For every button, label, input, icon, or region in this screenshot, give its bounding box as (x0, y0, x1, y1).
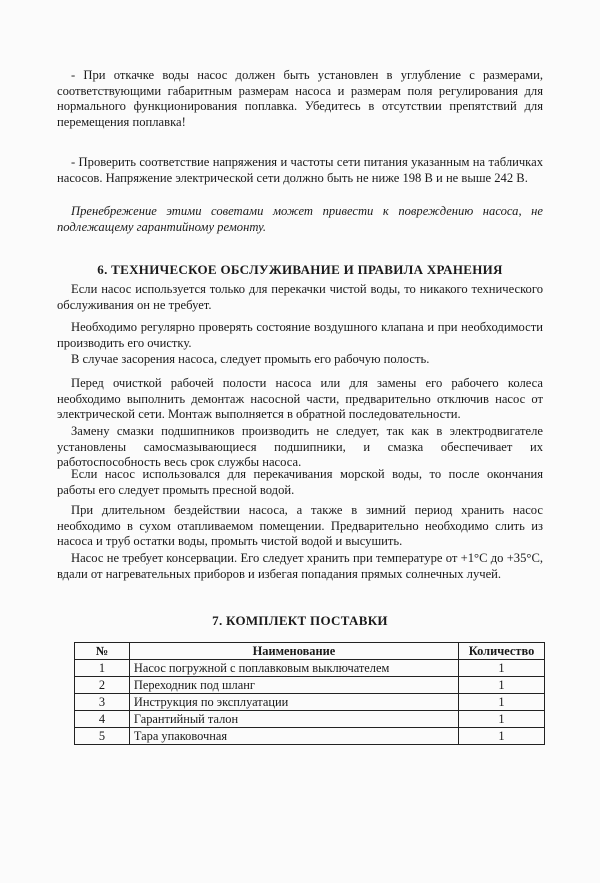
paragraph-maintenance-6: Если насос использовался для перекачивания морской воды, то после окончания работы его следует промыть пресной водой. (57, 467, 543, 497)
row-qty: 1 (459, 694, 545, 711)
paragraph-maintenance-4: Перед очисткой рабочей полости насоса или для замены его рабочего колеса необходимо выполнить демонтаж насосной части, предварительно отключив насос от электрической сети. Монтаж выполняется в обратной последовательности. (57, 376, 543, 421)
table-row (75, 728, 545, 745)
paragraph-maintenance-2: Необходимо регулярно проверять состояние воздушного клапана и при необходимости производить его очистку. (57, 320, 543, 350)
row-num: 3 (75, 694, 130, 711)
supply-table (74, 642, 545, 745)
paragraph-voltage-check: - Проверить соответствие напряжения и частоты сети питания указанным на табличках насосов. Напряжение электрической сети должно быть не ниже 198 В и не выше 242 В. (57, 155, 543, 185)
row-qty: 1 (459, 711, 545, 728)
paragraph-maintenance-5: Замену смазки подшипников производить не следует, так как в электродвигателе установлены самосмазывающиеся подшипники, и смазка обеспечивает их работоспособность весь срок службы насоса. (57, 424, 543, 469)
row-qty: 1 (459, 660, 545, 677)
row-name: Переходник под шланг (129, 677, 458, 694)
paragraph-maintenance-1: Если насос используется только для перекачки чистой воды, то никакого технического обслуживания он не требует. (57, 282, 543, 312)
table-row (75, 711, 545, 728)
column-header-name: Наименование (129, 643, 458, 660)
row-name: Гарантийный талон (129, 711, 458, 728)
row-num: 4 (75, 711, 130, 728)
row-qty: 1 (459, 677, 545, 694)
column-header-qty: Количество (459, 643, 545, 660)
row-name: Насос погружной с поплавковым выключателем (129, 660, 458, 677)
row-num: 1 (75, 660, 130, 677)
paragraph-storage-2: Насос не требует консервации. Его следует хранить при температуре от +1°С до +35°С, вдали от нагревательных приборов и избегая попадания прямых солнечных лучей. (57, 551, 543, 581)
section-6-title: 6. ТЕХНИЧЕСКОЕ ОБСЛУЖИВАНИЕ И ПРАВИЛА ХРАНЕНИЯ (97, 262, 503, 277)
row-num: 2 (75, 677, 130, 694)
table-row (75, 677, 545, 694)
row-num: 5 (75, 728, 130, 745)
paragraph-warning: Пренебрежение этими советами может привести к повреждению насоса, не подлежащему гарантийному ремонту. (57, 204, 543, 234)
paragraph-storage-1: При длительном бездействии насоса, а также в зимний период хранить насос необходимо в сухом отапливаемом помещении. Предварительно необходимо слить из насоса и труб остатки воды, промыть чистой водой и высушить. (57, 503, 543, 548)
row-qty: 1 (459, 728, 545, 745)
section-7-title: 7. КОМПЛЕКТ ПОСТАВКИ (212, 613, 388, 628)
column-header-num: № (75, 643, 130, 660)
row-name: Тара упаковочная (129, 728, 458, 745)
paragraph-maintenance-3: В случае засорения насоса, следует промыть его рабочую полость. (71, 352, 430, 366)
paragraph-pump-recess: - При откачке воды насос должен быть установлен в углубление с размерами, соответствующими габаритным размерам насоса и размерам поля регулирования для нормального функционирования поплавка. Убедитесь в отсутствии препятствий для перемещения поплавка! (57, 68, 543, 129)
table-row (75, 660, 545, 677)
row-name: Инструкция по эксплуатации (129, 694, 458, 711)
table-row (75, 694, 545, 711)
table-header-row (75, 643, 545, 660)
